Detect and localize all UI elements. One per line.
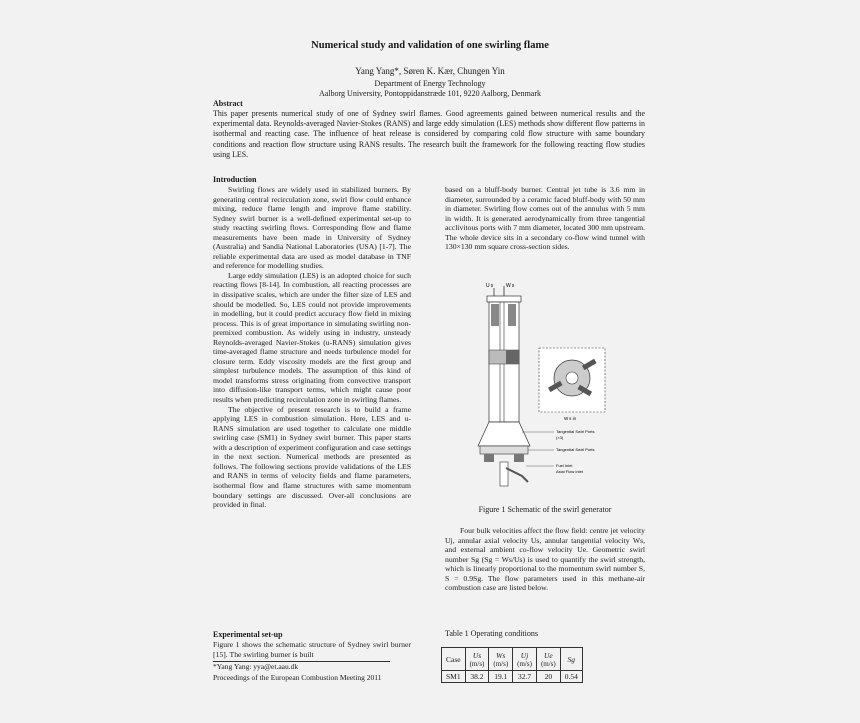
burner-top — [487, 296, 521, 302]
burner-taper — [478, 422, 530, 446]
swirl-port — [506, 350, 519, 364]
right-column-top: based on a bluff-body burner. Central jet tube is 3.6 mm in diameter, surrounded by a ceramic faced bluff-body with 50 mm in diameter. Swirling flow comes out of the annulus with 5 mm in width. It is generated aerodynamically from three tangential acclivitous ports with 7 mm diameter, located 300 mm upstream. The whole device sits in a secondary co-flow wind tunnel with 130×130 mm square cross-section sides. — [445, 185, 645, 252]
table-header-row — [442, 648, 583, 671]
fuel-inlet-arrow — [506, 468, 528, 482]
author-list: Yang Yang*, Søren K. Kær, Chungen Yin — [355, 66, 505, 76]
swirl-port-block — [508, 304, 516, 326]
table-cell: 32.7 — [513, 671, 537, 683]
figure-label-port2: Tangential Swirl Ports — [556, 447, 595, 452]
header-label: Ue — [543, 650, 553, 660]
table-row — [442, 671, 583, 683]
footnote: *Yang Yang: yya@et.aau.dk — [213, 662, 299, 671]
abstract-body: This paper presents numerical study of one of Sydney swirl flames. Good agreements gained between numerical results and the experimental data. Reynolds-averaged Navier-Stokes (RANS) and large eddy simulation (LES) methods show different flow patterns in isothermal and reacting case. The influence of heat release is considered by comparing cold flow structure with same boundary conditions and reaction flow structure using RANS results. The research built the framework for the following reacting flow studies using LES. — [213, 109, 645, 159]
header-unit: (m/s) — [517, 659, 532, 668]
figure-label-port-count: (×3) — [556, 435, 564, 440]
abstract-heading: Abstract — [213, 99, 243, 108]
header-label: Case — [446, 654, 461, 664]
operating-conditions-table — [441, 647, 583, 683]
figure-label-fuel: Fuel Inlet — [556, 463, 573, 468]
setup-heading: Experimental set-up — [213, 630, 283, 639]
figure-label-section: W s in — [564, 416, 577, 421]
burner-base — [480, 446, 528, 454]
inlet-block — [484, 454, 494, 462]
table-cell: 0.54 — [560, 671, 582, 683]
table-cell: SM1 — [442, 671, 466, 683]
setup-text: Figure 1 shows the schematic structure of Sydney swirl burner [15]. The swirling burner is built — [213, 640, 411, 659]
figure-label-port: Tangential Swirl Ports — [556, 429, 595, 434]
table-header-cell — [465, 648, 489, 671]
header-label: Uj — [520, 650, 529, 660]
inlet-block — [514, 454, 524, 462]
proceedings-line: Proceedings of the European Combustion Meeting 2011 — [213, 673, 382, 682]
intro-paragraph: The objective of present research is to build a frame applying LES in combustion simulation. Here, LES and u-RANS simulation are used together to calculate one middle swirling case (SM1) in Sydney swirl burner. This paper starts with a description of experiment configuration and case settings in the next section. Numerical methods are presented as follows. The following sections provide validations of the LES and RANS in terms of velocity fields and flame parameters, isothermal flow and flame structures with same momentum boundary settings are discussed. Over-all conclusions are provided in final. — [213, 404, 411, 510]
table-cell: 19.1 — [489, 671, 513, 683]
table-header-cell — [560, 648, 582, 671]
header-unit: (m/s) — [469, 659, 485, 668]
figure-label-ws: W s — [506, 283, 515, 289]
left-column — [213, 185, 411, 510]
table-header-cell — [536, 648, 560, 671]
header-unit: (m/s) — [493, 659, 509, 668]
intro-paragraph: Large eddy simulation (LES) is an adopted choice for such reacting flows [8-14]. In combustion, all reacting processes are in dissipative scales, which are under the filter size of LES and should be modelled. So, LES could not provide improvements in modelling, but it could predict accuracy flow field in mixing process. This is of great importance in simulating swirling non-premixed combustion. As widely using in industry, unsteady Reynolds-averaged Navier-Stokes (u-RANS) simulation gives time-averaged flame structure and needs turbulence model for closure term. Eddy viscosity models are the first group and simplest turbulence models. The assumption of this kind of model transforms stress originating from convective transport into diffusion-like transport terms, which might cause poor results when predicting recirculation zone in swirling flames. — [213, 270, 411, 405]
table-header-cell — [489, 648, 513, 671]
figure-caption: Figure 1 Schematic of the swirl generator — [478, 505, 612, 514]
parameters-paragraph: Four bulk velocities affect the flow field: centre jet velocity Uj, annular axial velocity Us, annular tangential velocity Ws, and external ambient co-flow velocity Ue. Geometric swirl number Sg (Sg = Ws/Us) is used to quantify the swirl strength, which is linearly proportional to the momentum swirl number S, S = 0.9Sg. The flow parameters used in this methane-air combustion case are listed below. — [445, 526, 645, 593]
affiliation-address: Aalborg University, Pontoppidanstræde 101, 9220 Aalborg, Denmark — [318, 89, 542, 98]
table-caption: Table 1 Operating conditions — [445, 629, 538, 638]
header-label: Ws — [496, 650, 506, 660]
paper-title: Numerical study and validation of one swirling flame — [311, 40, 549, 51]
affiliation-department: Department of Energy Technology — [374, 79, 486, 88]
header-label: Us — [472, 650, 482, 660]
header-unit: (m/s) — [540, 659, 556, 668]
swirl-port-block — [491, 304, 499, 326]
figure-label-us: U s — [486, 283, 494, 289]
table-header-cell — [513, 648, 537, 671]
fuel-pipe — [500, 462, 508, 486]
introduction-heading: Introduction — [213, 175, 257, 184]
header-label: Sg — [567, 654, 576, 664]
swirl-generator-figure — [470, 280, 645, 498]
table-cell: 20 — [536, 671, 560, 683]
right-column-bottom — [445, 526, 645, 593]
figure-label-axial: Axial Flow Inlet — [556, 469, 583, 474]
intro-paragraph: Swirling flows are widely used in stabilized burners. By generating central recirculation zone, swirl flow could enhance mixing, reduce flame length and improve flame stability. Sydney swirl burner is a well-defined experimental set-up to study reacting swirling flows. Corresponding flow and flame measurements have been made in University of Sydney (Australia) and Sandia National Laboratories (USA) [1-7]. The reliable experimental data are used as model database in TNF and reference for modelling studies. — [213, 185, 411, 271]
table-header-cell — [442, 648, 466, 671]
table-cell: 38.2 — [465, 671, 489, 683]
central-jet — [566, 372, 578, 384]
